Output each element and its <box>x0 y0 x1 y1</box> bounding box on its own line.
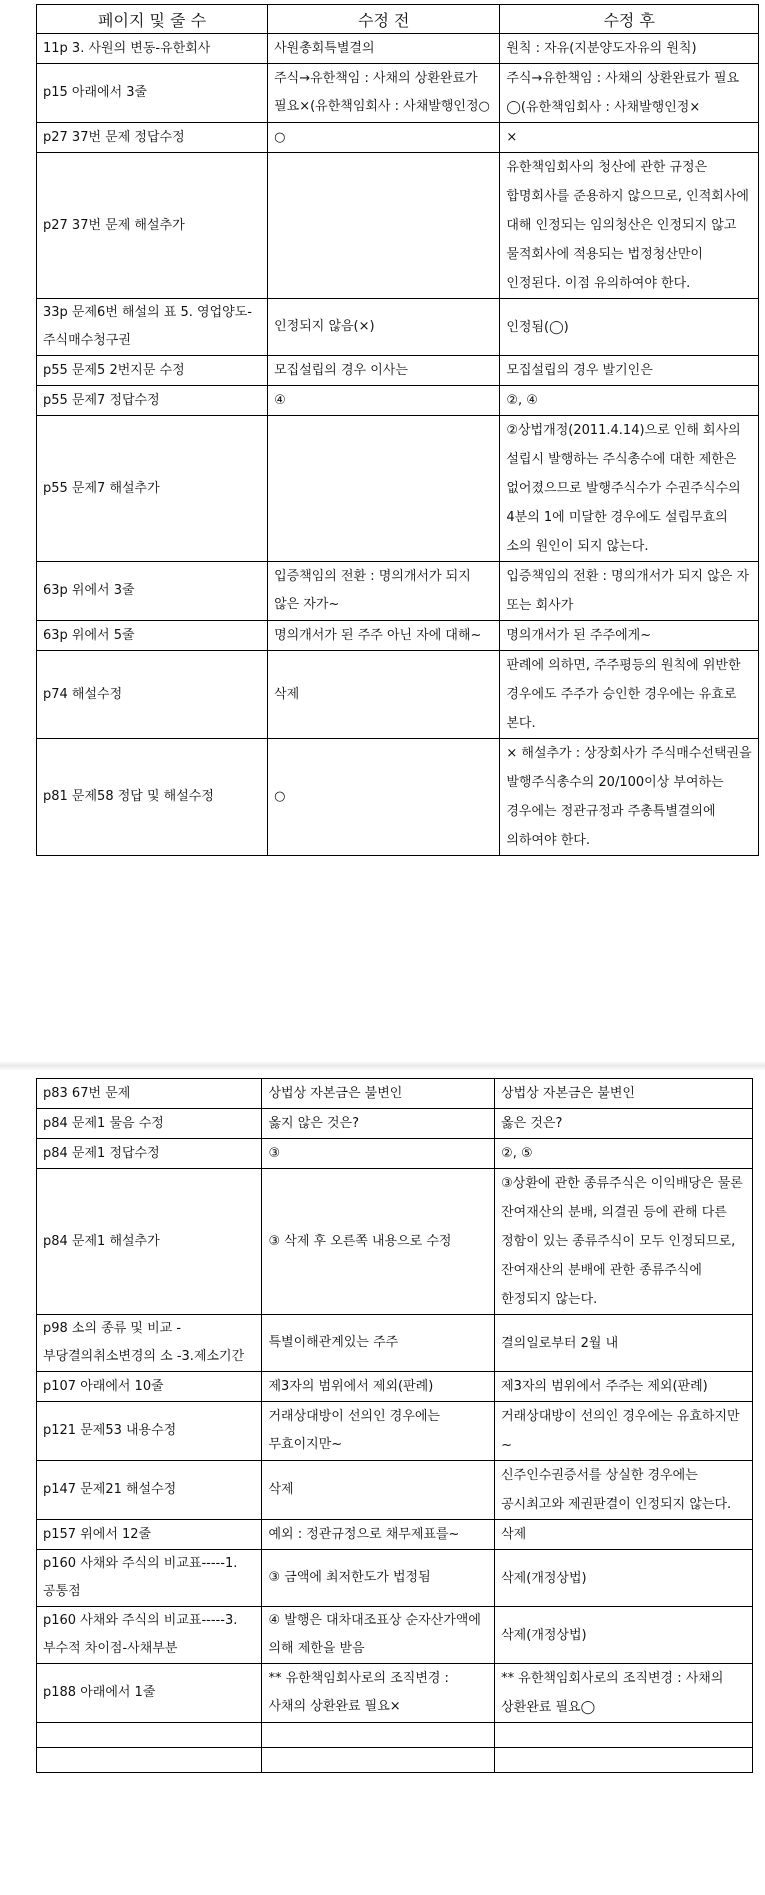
cell-page: p55 문제5 2번지문 수정 <box>37 356 268 386</box>
empty-cell <box>495 1748 753 1773</box>
table-row <box>37 123 759 153</box>
cell-page: p84 문제1 물음 수정 <box>37 1109 262 1139</box>
table-row <box>37 153 759 299</box>
cell-before: 입증책임의 전환 : 명의개서가 되지 않은 자가~ <box>268 562 500 621</box>
cell-page: p55 문제7 해설추가 <box>37 416 268 562</box>
cell-page: 63p 위에서 5줄 <box>37 621 268 651</box>
cell-after: 입증책임의 전환 : 명의개서가 되지 않은 자 또는 회사가 <box>500 562 759 621</box>
page-break <box>0 1061 765 1071</box>
cell-page: p121 문제53 내용수정 <box>37 1402 262 1461</box>
table-row <box>37 356 759 386</box>
table-row <box>37 621 759 651</box>
cell-after: 거래상대방이 선의인 경우에는 유효하지만~ <box>495 1402 753 1461</box>
cell-after: ②, ④ <box>500 386 759 416</box>
cell-before: ** 유한책임회사로의 조직변경 : 사채의 상환완료 필요× <box>262 1664 495 1723</box>
cell-after: 모집설립의 경우 발기인은 <box>500 356 759 386</box>
cell-before: 예외 : 정관규정으로 채무제표를~ <box>262 1520 495 1550</box>
cell-before <box>268 153 500 299</box>
cell-before: ④ <box>268 386 500 416</box>
table-row <box>37 1315 753 1372</box>
table-row <box>37 1664 753 1723</box>
cell-page: p147 문제21 해설수정 <box>37 1461 262 1520</box>
table-row <box>37 651 759 739</box>
table-row <box>37 64 759 123</box>
cell-page: p84 문제1 정답수정 <box>37 1139 262 1169</box>
table-row <box>37 1550 753 1607</box>
empty-cell <box>37 1723 262 1748</box>
cell-before: ④ 발행은 대차대조표상 순자산가액에 의해 제한을 받음 <box>262 1607 495 1664</box>
cell-after: 결의일로부터 2월 내 <box>495 1315 753 1372</box>
table-row <box>37 299 759 356</box>
cell-page: p84 문제1 해설추가 <box>37 1169 262 1315</box>
cell-after: × <box>500 123 759 153</box>
cell-after: 옳은 것은? <box>495 1109 753 1139</box>
cell-page: 11p 3. 사원의 변동-유한회사 <box>37 34 268 64</box>
header-row <box>37 5 759 34</box>
cell-page: p74 해설수정 <box>37 651 268 739</box>
cell-after: 유한책임회사의 청산에 관한 규정은 합명회사를 준용하지 않으므로, 인적회사에 대해 인정되는 임의청산은 인정되지 않고 물적회사에 적용되는 법정청산만이 인정된다. 이점 유의하여야 한다. <box>500 153 759 299</box>
table1-body <box>37 34 759 856</box>
table-row <box>37 739 759 856</box>
cell-after: 삭제(개정상법) <box>495 1550 753 1607</box>
empty-cell <box>37 1748 262 1773</box>
table2-body <box>37 1079 753 1773</box>
cell-before: 상법상 자본금은 불변인 <box>262 1079 495 1109</box>
cell-page: p160 사채와 주식의 비교표-----1. 공통점 <box>37 1550 262 1607</box>
cell-before: 제3자의 범위에서 제외(판례) <box>262 1372 495 1402</box>
cell-page: p27 37번 문제 정답수정 <box>37 123 268 153</box>
cell-page: p55 문제7 정답수정 <box>37 386 268 416</box>
cell-before: ○ <box>268 123 500 153</box>
cell-page: p107 아래에서 10줄 <box>37 1372 262 1402</box>
table-row <box>37 416 759 562</box>
cell-page: p27 37번 문제 해설추가 <box>37 153 268 299</box>
table-row <box>37 1139 753 1169</box>
cell-page: p188 아래에서 1줄 <box>37 1664 262 1723</box>
errata-table-1 <box>36 4 759 856</box>
cell-after: ③상환에 관한 종류주식은 이익배당은 물론 잔여재산의 분배, 의결권 등에 관해 다른 정함이 있는 종류주식이 모두 인정되므로, 잔여재산의 분배에 관한 종류주식에 한정되지 않는다. <box>495 1169 753 1315</box>
empty-cell <box>262 1723 495 1748</box>
cell-before: 인정되지 않음(×) <box>268 299 500 356</box>
cell-before: 삭제 <box>262 1461 495 1520</box>
cell-before: 모집설립의 경우 이사는 <box>268 356 500 386</box>
cell-before: ③ 삭제 후 오른쪽 내용으로 수정 <box>262 1169 495 1315</box>
cell-after: 인정됨(◯) <box>500 299 759 356</box>
cell-after: ②, ⑤ <box>495 1139 753 1169</box>
cell-after: 상법상 자본금은 불변인 <box>495 1079 753 1109</box>
cell-page: 63p 위에서 3줄 <box>37 562 268 621</box>
header-after: 수정 후 <box>500 5 759 34</box>
table-row <box>37 1461 753 1520</box>
cell-before: 옳지 않은 것은? <box>262 1109 495 1139</box>
table-row <box>37 1372 753 1402</box>
empty-cell <box>495 1723 753 1748</box>
cell-after: 삭제 <box>495 1520 753 1550</box>
cell-after: × 해설추가 : 상장회사가 주식매수선택권을 발행주식총수의 20/100이상 부여하는 경우에는 정관규정과 주총특별결의에 의하여야 한다. <box>500 739 759 856</box>
empty-cell <box>262 1748 495 1773</box>
cell-page: p81 문제58 정답 및 해설수정 <box>37 739 268 856</box>
empty-row <box>37 1748 753 1773</box>
empty-row <box>37 1723 753 1748</box>
cell-before: 명의개서가 된 주주 아닌 자에 대해~ <box>268 621 500 651</box>
header-before: 수정 전 <box>268 5 500 34</box>
cell-before: ③ 금액에 최저한도가 법정됨 <box>262 1550 495 1607</box>
cell-page: p15 아래에서 3줄 <box>37 64 268 123</box>
cell-after: 원칙 : 자유(지분양도자유의 원칙) <box>500 34 759 64</box>
table-row <box>37 34 759 64</box>
table-row <box>37 1607 753 1664</box>
cell-before: 특별이해관계있는 주주 <box>262 1315 495 1372</box>
cell-after: 주식→유한책임 : 사채의 상환완료가 필요◯(유한책임회사 : 사채발행인정× <box>500 64 759 123</box>
table-row <box>37 1520 753 1550</box>
table-row <box>37 1109 753 1139</box>
cell-after: 명의개서가 된 주주에게~ <box>500 621 759 651</box>
table-row <box>37 1402 753 1461</box>
cell-before: ○ <box>268 739 500 856</box>
table-row <box>37 386 759 416</box>
cell-page: p83 67번 문제 <box>37 1079 262 1109</box>
cell-page: p160 사채와 주식의 비교표-----3. 부수적 차이점-사채부분 <box>37 1607 262 1664</box>
cell-after: 삭제(개정상법) <box>495 1607 753 1664</box>
cell-after: 제3자의 범위에서 주주는 제외(판례) <box>495 1372 753 1402</box>
cell-before <box>268 416 500 562</box>
cell-before: 사원총회특별결의 <box>268 34 500 64</box>
cell-before: 삭제 <box>268 651 500 739</box>
cell-before: ③ <box>262 1139 495 1169</box>
cell-before: 거래상대방이 선의인 경우에는 무효이지만~ <box>262 1402 495 1461</box>
cell-page: p157 위에서 12줄 <box>37 1520 262 1550</box>
cell-page: 33p 문제6번 해설의 표 5. 영업양도-주식매수청구권 <box>37 299 268 356</box>
cell-after: ②상법개정(2011.4.14)으로 인해 회사의 설립시 발행하는 주식총수에 대한 제한은 없어졌으므로 발행주식수가 수권주식수의 4분의 1에 미달한 경우에도 설립무효의 소의 원인이 되지 않는다. <box>500 416 759 562</box>
cell-after: 신주인수권증서를 상실한 경우에는 공시최고와 제권판결이 인정되지 않는다. <box>495 1461 753 1520</box>
cell-page: p98 소의 종류 및 비교 -부당결의취소변경의 소 -3.제소기간 <box>37 1315 262 1372</box>
table-row <box>37 1169 753 1315</box>
cell-after: ** 유한책임회사로의 조직변경 : 사채의 상환완료 필요◯ <box>495 1664 753 1723</box>
header-page: 페이지 및 줄 수 <box>37 5 268 34</box>
cell-before: 주식→유한책임 : 사채의 상환완료가 필요×(유한책임회사 : 사채발행인정○ <box>268 64 500 123</box>
table-row <box>37 562 759 621</box>
table-row <box>37 1079 753 1109</box>
cell-after: 판례에 의하면, 주주평등의 원칙에 위반한 경우에도 주주가 승인한 경우에는 유효로 본다. <box>500 651 759 739</box>
errata-table-2 <box>36 1078 753 1773</box>
